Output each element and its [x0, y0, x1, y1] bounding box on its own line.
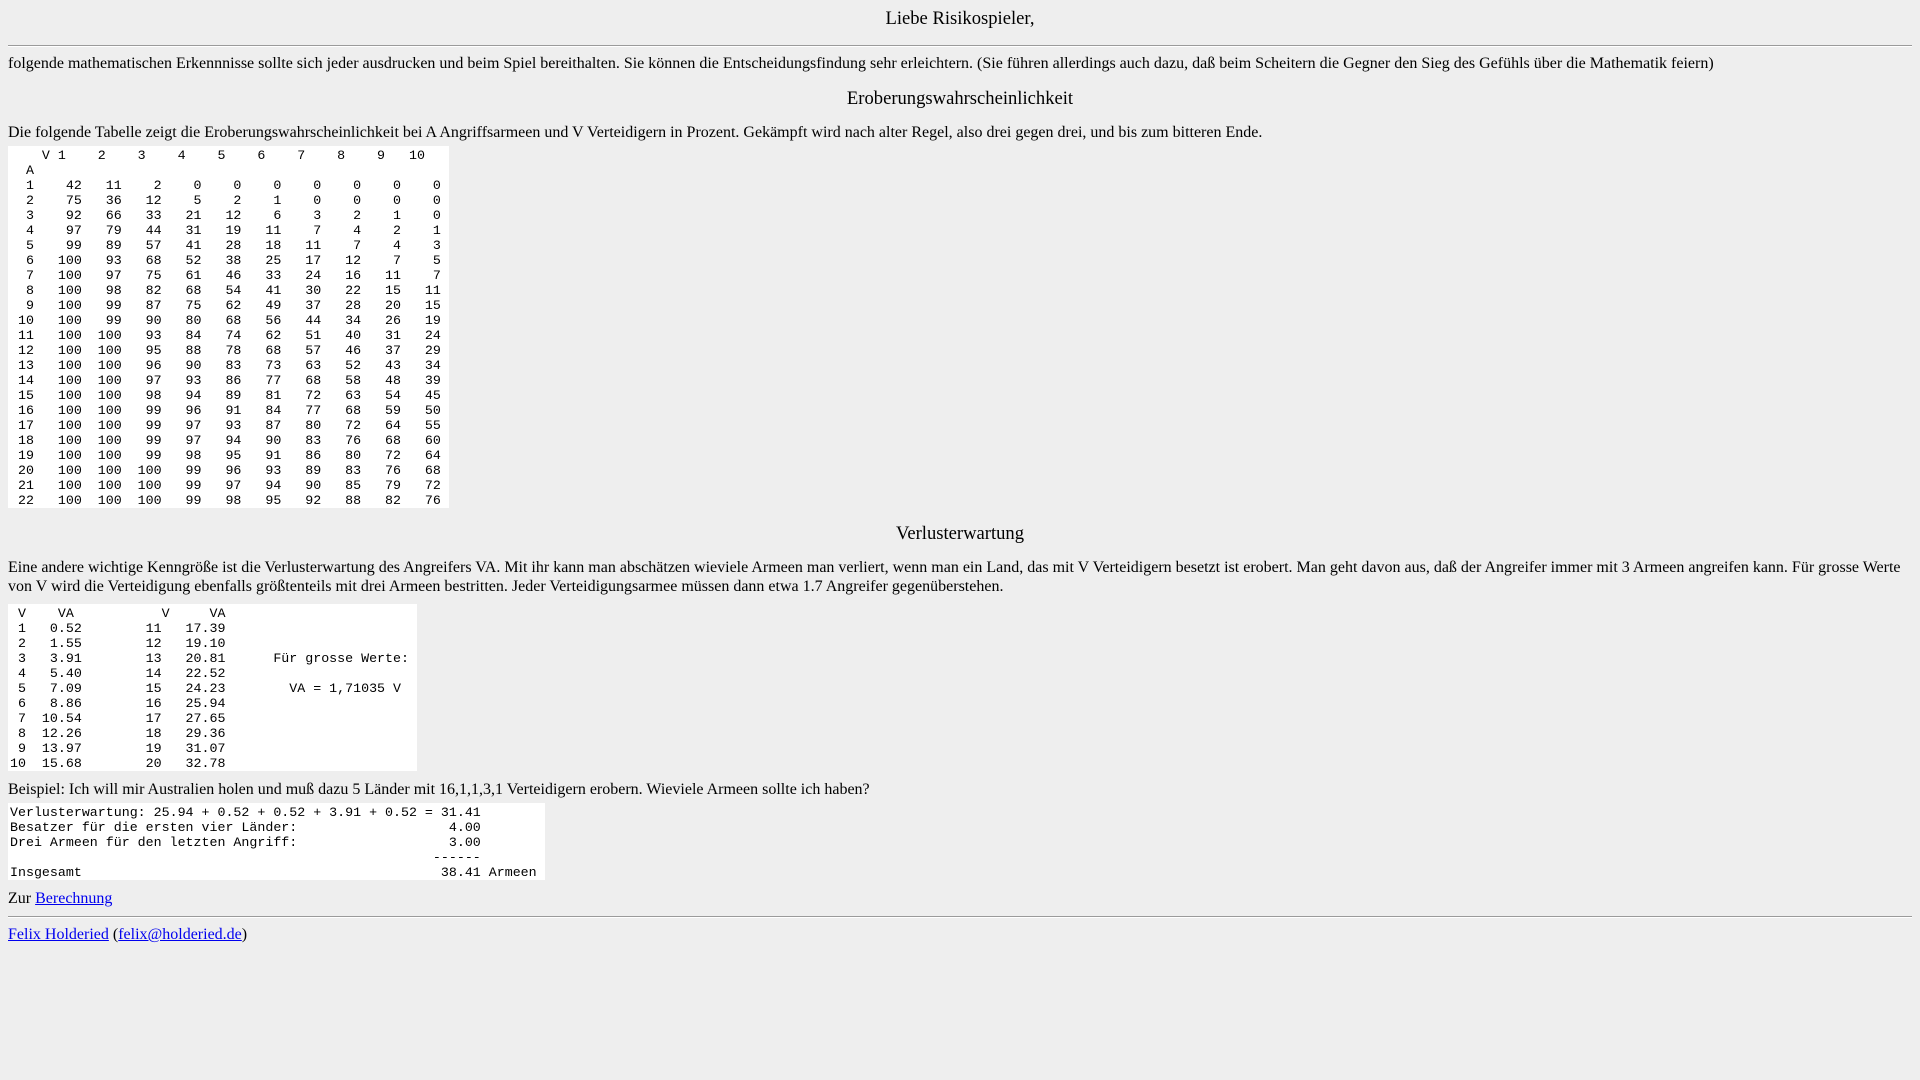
- author-email-link[interactable]: felix@holderied.de: [118, 926, 242, 944]
- conquest-description: Die folgende Tabelle zeigt die Eroberungswahrscheinlichkeit bei A Angriffsarmeen und V Verteidigern in Prozent. Gekämpft wird nach alter Regel, also drei gegen drei, und bis zum bitteren Ende.: [8, 123, 1263, 141]
- table-row: 8 100 98 82 68 54 41 30 22 15 11: [10, 283, 441, 298]
- loss-row: 9 13.97 19 31.07: [10, 741, 409, 757]
- example-question: Beispiel: Ich will mir Australien holen und muß dazu 5 Länder mit 16,1,1,3,1 Verteidigern erobern. Wieviele Armeen sollte ich haben?: [8, 780, 870, 798]
- table-row: 13 100 100 96 90 83 73 63 52 43 34: [10, 358, 441, 373]
- loss-header-row: V VA V VA: [10, 606, 298, 622]
- top-divider: [8, 45, 1912, 47]
- calc-line: Insgesamt 38.41 Armeen: [10, 865, 537, 881]
- example-calculation: [8, 803, 545, 880]
- page-greeting: Liebe Risikospieler,: [885, 8, 1035, 29]
- table-header-a: A: [10, 163, 34, 178]
- table-row: 12 100 100 95 88 78 68 57 46 37 29: [10, 343, 441, 358]
- open-paren: (: [112, 926, 119, 944]
- table-header-row: V 1 2 3 4 5 6 7 8 9 10: [10, 148, 425, 163]
- table-row: 15 100 100 98 94 89 81 72 63 54 45: [10, 388, 441, 403]
- loss-row: 8 12.26 18 29.36: [10, 726, 409, 742]
- close-paren: ): [241, 926, 248, 944]
- loss-heading: Verlusterwartung: [895, 523, 1025, 545]
- calculation-link[interactable]: Berechnung: [35, 889, 113, 907]
- calc-line: Drei Armeen für den letzten Angriff: 3.00: [10, 835, 481, 851]
- bottom-divider: [8, 916, 1912, 918]
- loss-description: Eine andere wichtige Kenngröße ist die Verlusterwartung des Angreifers VA. Mit ihr kann man abschätzen wieviele Armeen man verliert, wenn man ein Land, das mit V Verteidigern besetzt ist erobert. Man geht davon aus, daß der Angreifer immer mit 3 Armeen angreifen kann. Für grosse Werte von V wird die Verteidigung ebenfalls größtenteils mit drei Armeen bestritten. Jeder Verteidigungsarmee müssen dann etwa 1.7 Angreifer gegenüberstehen.: [8, 559, 1901, 595]
- table-row: 17 100 100 99 97 93 87 80 72 64 55: [10, 418, 441, 433]
- author-link[interactable]: Felix Holderied: [8, 926, 109, 944]
- loss-row: 2 1.55 12 19.10: [10, 636, 409, 652]
- loss-row: 3 3.91 13 20.81 Für grosse Werte:: [10, 651, 409, 667]
- table-row: 18 100 100 99 97 94 90 83 76 68 60: [10, 433, 441, 448]
- loss-row: 10 15.68 20 32.78: [10, 756, 409, 772]
- table-row: 7 100 97 75 61 46 33 24 16 11 7: [10, 268, 441, 283]
- table-row: 3 92 66 33 21 12 6 3 2 1 0: [10, 208, 441, 223]
- link-prefix: Zur: [8, 889, 32, 907]
- conquest-heading: Eroberungswahrscheinlichkeit: [846, 87, 1074, 109]
- table-row: 21 100 100 100 99 97 94 90 85 79 72: [10, 478, 441, 493]
- loss-row: 6 8.86 16 25.94: [10, 696, 409, 712]
- loss-row: 5 7.09 15 24.23 VA = 1,71035 V: [10, 681, 409, 697]
- intro-text: folgende mathematischen Erkennnisse sollte sich jeder ausdrucken und beim Spiel bereithalten. Sie können die Entscheidungsfindung sehr erleichtern. (Sie führen allerdings auch dazu, daß beim Scheitern die Gegner den Sieg des Gefühls über die Mathematik feiern): [8, 55, 1714, 72]
- table-row: 5 99 89 57 41 28 18 11 7 4 3: [10, 238, 441, 253]
- table-row: 2 75 36 12 5 2 1 0 0 0 0: [10, 193, 441, 208]
- loss-row: 7 10.54 17 27.65: [10, 711, 409, 727]
- loss-row: 1 0.52 11 17.39: [10, 621, 409, 637]
- table-row: 14 100 100 97 93 86 77 68 58 48 39: [10, 373, 441, 388]
- table-row: 20 100 100 100 99 96 93 89 83 76 68: [10, 463, 441, 478]
- calculation-link-line: [8, 890, 1912, 909]
- table-row: 6 100 93 68 52 38 25 17 12 7 5: [10, 253, 441, 268]
- calc-line: Besatzer für die ersten vier Länder: 4.00: [10, 820, 481, 836]
- table-row: 22 100 100 100 99 98 95 92 88 82 76: [10, 493, 441, 508]
- loss-row: 4 5.40 14 22.52: [10, 666, 409, 682]
- calc-line: ------: [10, 850, 481, 866]
- table-row: 9 100 99 87 75 62 49 37 28 20 15: [10, 298, 441, 313]
- calc-line: Verlusterwartung: 25.94 + 0.52 + 0.52 + 3.91 + 0.52 = 31.41: [10, 805, 481, 821]
- table-row: 10 100 99 90 80 68 56 44 34 26 19: [10, 313, 441, 328]
- table-row: 16 100 100 99 96 91 84 77 68 59 50: [10, 403, 441, 418]
- table-row: 19 100 100 99 98 95 91 86 80 72 64: [10, 448, 441, 463]
- table-row: 4 97 79 44 31 19 11 7 4 2 1: [10, 223, 441, 238]
- loss-table: [8, 604, 417, 771]
- table-row: 1 42 11 2 0 0 0 0 0 0 0: [10, 178, 441, 193]
- conquest-table: [8, 146, 449, 508]
- author-line: [8, 926, 1912, 945]
- table-row: 11 100 100 93 84 74 62 51 40 31 24: [10, 328, 441, 343]
